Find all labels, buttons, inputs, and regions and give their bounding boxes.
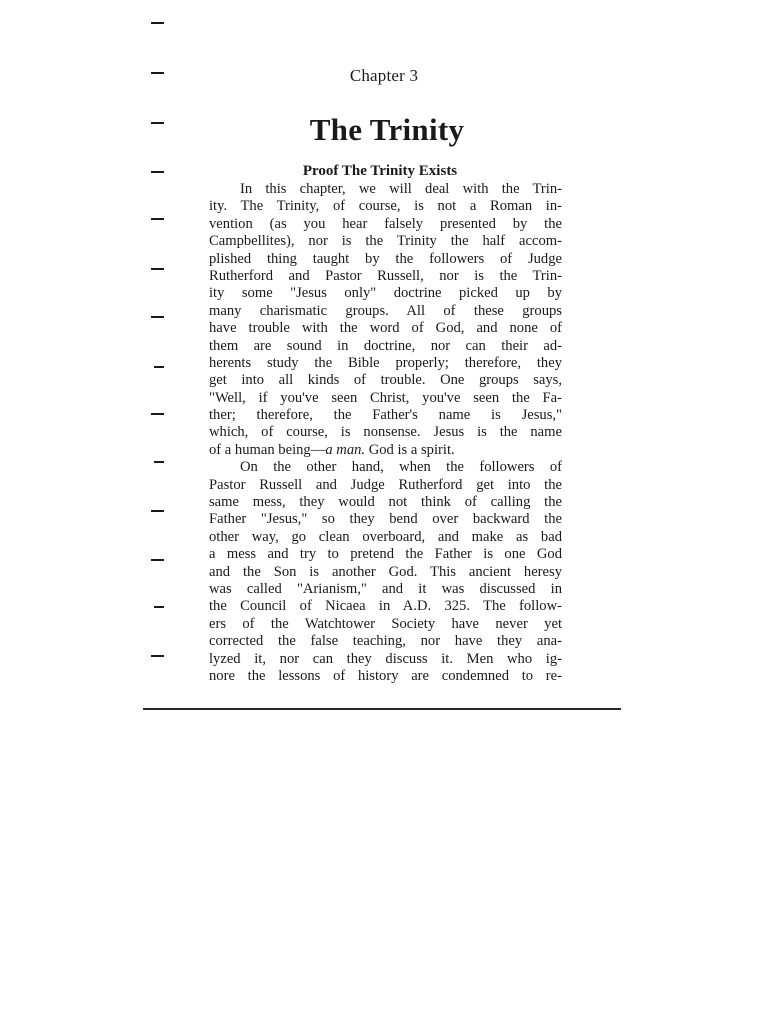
text-line — [209, 442, 562, 459]
body-text — [209, 181, 562, 685]
text-line: On the other hand, when the followers of — [240, 459, 562, 476]
text-line: herents study the Bible properly; therefore, they — [209, 354, 562, 371]
text-line: other way, go clean overboard, and make as bad — [209, 528, 562, 545]
text-line: many charismatic groups. All of these groups — [209, 302, 562, 319]
text-line: and the Son is another God. This ancient heresy — [209, 563, 562, 580]
margin-tick — [154, 606, 164, 608]
text-line: them are sound in doctrine, nor can their ad- — [209, 337, 562, 354]
text-line: lyzed it, nor can they discuss it. Men who ig- — [209, 650, 562, 667]
text-line: ther; therefore, the Father's name is Jesus," — [209, 407, 562, 424]
text-fragment: of a human being— — [209, 441, 326, 458]
text-line: "Well, if you've seen Christ, you've seen the Fa- — [209, 389, 562, 406]
margin-tick — [151, 559, 164, 561]
margin-tick-marks — [0, 0, 200, 700]
margin-tick — [154, 366, 164, 368]
text-line: vention (as you hear falsely presented by the — [209, 215, 562, 232]
emphasized-text: a man. — [325, 441, 366, 458]
section-heading: Proof The Trinity Exists — [302, 163, 458, 179]
margin-tick — [154, 461, 164, 463]
text-line: plished thing taught by the followers of Judge — [209, 250, 562, 267]
text-line: get into all kinds of trouble. One groups says, — [209, 372, 562, 389]
text-line: was called "Arianism," and it was discussed in — [209, 580, 562, 597]
text-line: Rutherford and Pastor Russell, nor is the Trin- — [209, 267, 562, 284]
text-line: which, of course, is nonsense. Jesus is the name — [209, 424, 562, 441]
page-bottom-rule — [143, 708, 621, 710]
chapter-title: The Trinity — [309, 112, 465, 147]
text-line: have trouble with the word of God, and none of — [209, 320, 562, 337]
margin-tick — [151, 218, 164, 220]
margin-tick — [151, 22, 164, 24]
margin-tick — [151, 316, 164, 318]
text-line: Campbellites), nor is the Trinity the half accom- — [209, 233, 562, 250]
text-line: ity some "Jesus only" doctrine picked up by — [209, 285, 562, 302]
text-line: nore the lessons of history are condemned to re- — [209, 667, 562, 684]
text-line: ers of the Watchtower Society have never yet — [209, 615, 562, 632]
text-line: ity. The Trinity, of course, is not a Roman in- — [209, 198, 562, 215]
text-fragment: God is a spirit. — [365, 441, 455, 458]
text-line: a mess and try to pretend the Father is one God — [209, 546, 562, 563]
text-line: corrected the false teaching, nor have they ana- — [209, 633, 562, 650]
margin-tick — [151, 510, 164, 512]
margin-tick — [151, 268, 164, 270]
text-line: same mess, they would not think of calling the — [209, 494, 562, 511]
text-line: the Council of Nicaea in A.D. 325. The follow- — [209, 598, 562, 615]
margin-tick — [151, 413, 164, 415]
text-line: Father "Jesus," so they bend over backward the — [209, 511, 562, 528]
margin-tick — [151, 655, 164, 657]
text-line: In this chapter, we will deal with the Trin- — [240, 181, 562, 197]
chapter-label: Chapter 3 — [349, 66, 419, 85]
text-line: Pastor Russell and Judge Rutherford get into the — [209, 476, 562, 493]
